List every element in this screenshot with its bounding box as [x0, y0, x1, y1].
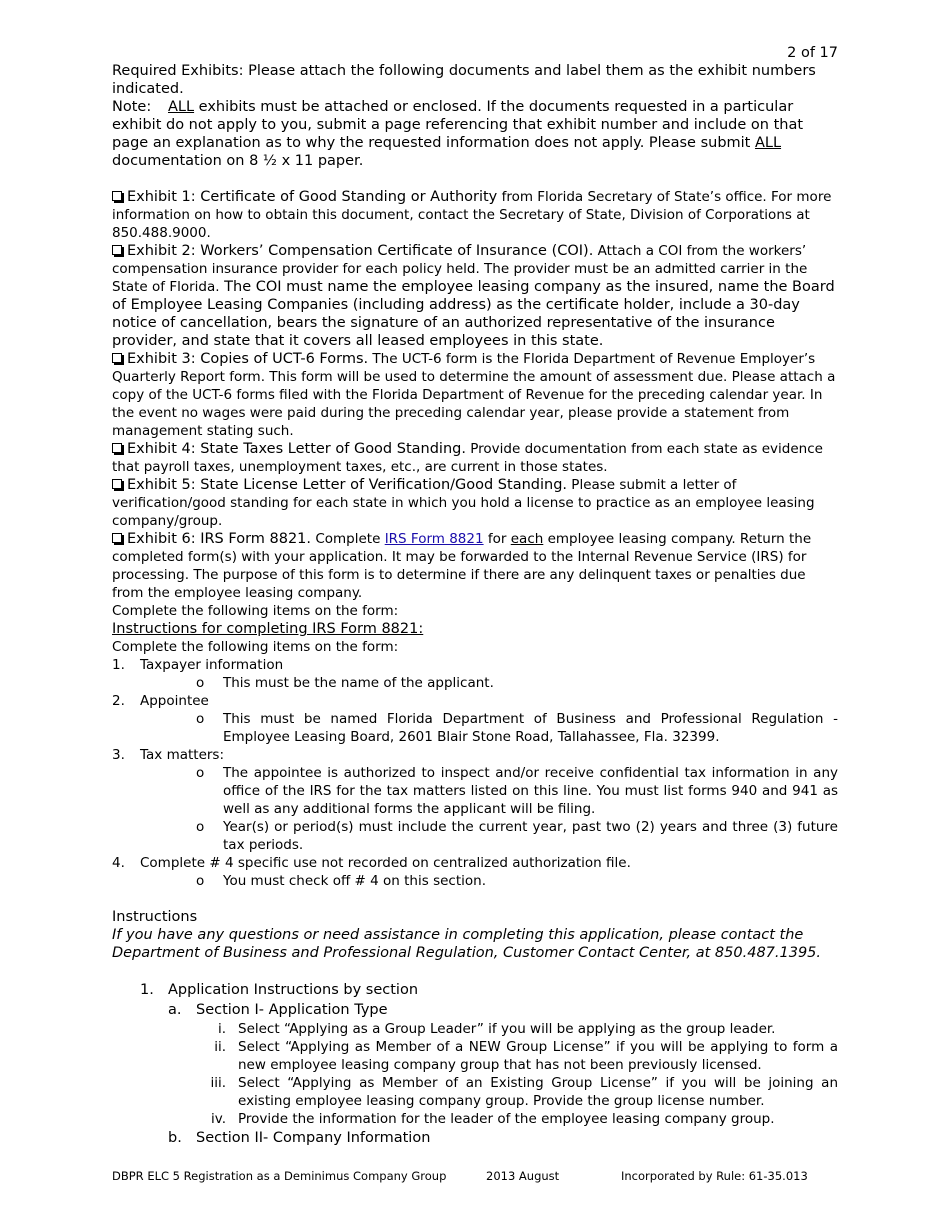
- exhibit-2-body: Attach a COI from the workers’ compensation insurance provider for each policy held. The provider must be an admitted carrier in the State of Florida.: [112, 243, 808, 295]
- checkbox-icon[interactable]: [112, 479, 122, 489]
- footer-date: 2013 August: [486, 1169, 560, 1183]
- bullet-icon: o: [196, 765, 205, 781]
- checkbox-icon[interactable]: [112, 191, 122, 201]
- list-item-label: Complete # 4 specific use not recorded on centralized authorization file.: [140, 855, 631, 871]
- exhibit-2-body-2: The COI must name the employee leasing company as the insured, name the Board of Employee Leasing Companies (including address) as the certificate holder, include a 30-day notice of cancellation, bears the signature of an authorized representative of the insurance provider, and state that it covers all leased employees in this state.: [112, 279, 835, 349]
- sub-item: [196, 764, 838, 818]
- sub-item-text: This must be the name of the applicant.: [223, 675, 494, 691]
- sub-item: [196, 674, 838, 692]
- list-item: [112, 1110, 838, 1128]
- note-paragraph: [112, 98, 838, 170]
- exhibit-2-title: Exhibit 2: Workers’ Compensation Certificate of Insurance (COI).: [127, 243, 594, 259]
- list-item-text: Select “Applying as Member of a NEW Group License” if you will be applying to form a new employee leasing company group that has not been previously licensed.: [238, 1039, 838, 1073]
- list-item: [112, 854, 838, 872]
- section-2-heading: [112, 1128, 838, 1148]
- note-label: Note:: [112, 99, 152, 115]
- section-1-heading: [112, 1000, 838, 1020]
- list-item-text: Select “Applying as a Group Leader” if you will be applying as the group leader.: [238, 1021, 776, 1037]
- checkbox-icon[interactable]: [112, 245, 122, 255]
- exhibit-3-body: The UCT-6 form is the Florida Department of Revenue Employer’s Quarterly Report form. This form will be used to determine the amount of assessment due. Please attach a copy of the UCT-6 forms filed with the Florida Department of Revenue for the preceding calendar year. In the event no wages were paid during the preceding calendar year, please provide a statement from management stating such.: [112, 351, 836, 439]
- app-instructions-heading: [112, 980, 838, 1000]
- bullet-icon: o: [196, 819, 205, 835]
- list-item-text: Provide the information for the leader of the employee leasing company group.: [238, 1111, 775, 1127]
- exhibit-3: [112, 350, 838, 440]
- list-item-label: Section I- Application Type: [196, 1002, 388, 1018]
- list-item-text: Select “Applying as Member of an Existing Group License” if you will be joining an existing employee leasing company group. Provide the group license number.: [238, 1075, 838, 1109]
- list-item-label: Application Instructions by section: [168, 982, 419, 998]
- complete-items-text-2: Complete the following items on the form:: [112, 639, 399, 655]
- exhibit-1: [112, 188, 838, 242]
- note-all-2: ALL: [754, 135, 782, 151]
- exhibit-6-mid: for: [483, 531, 511, 547]
- list-item-label: Tax matters:: [140, 747, 225, 763]
- bullet-icon: o: [196, 711, 205, 727]
- list-number: b.: [168, 1130, 182, 1146]
- footer-rule: Incorporated by Rule: 61-35.013: [621, 1169, 808, 1183]
- required-exhibits-text: Required Exhibits: Please attach the following documents and label them as the exhibit numbers indicated.: [112, 63, 816, 97]
- exhibit-6-body: employee leasing company. Return the completed form(s) with your application. It may be forwarded to the Internal Revenue Service (IRS) for processing. The purpose of this form is to determine if there are any delinquent taxes or penalties due from the employee leasing company.: [112, 531, 812, 601]
- note-text-1: exhibits must be attached or enclosed. If the documents requested in a particular exhibit do not apply to you, submit a page referencing that exhibit number and include on that page an explanation as to why the requested information does not apply. Please submit: [112, 99, 804, 151]
- exhibit-3-title: Exhibit 3: Copies of UCT-6 Forms.: [127, 351, 369, 367]
- checkbox-icon[interactable]: [112, 443, 122, 453]
- exhibit-1-title: Exhibit 1: Certificate of Good Standing or Authority: [127, 189, 498, 205]
- form-items-list: [112, 656, 838, 890]
- exhibit-2: [112, 242, 838, 350]
- list-number: 3.: [112, 747, 125, 763]
- exhibit-6: [112, 530, 838, 602]
- exhibit-6-pre: Complete: [311, 531, 385, 547]
- sub-item: [196, 872, 838, 890]
- document-page: [112, 44, 838, 1148]
- footer-form-name: DBPR ELC 5 Registration as a Deminimus Company Group: [112, 1169, 447, 1183]
- note-text-2: documentation on 8 ½ x 11 paper.: [112, 153, 364, 169]
- sub-item: [196, 710, 838, 746]
- list-number: 1.: [112, 657, 125, 673]
- list-number: 4.: [112, 855, 125, 871]
- page-number: 2 of 17: [787, 45, 838, 61]
- sub-item-text: You must check off # 4 on this section.: [223, 873, 486, 889]
- note-all-1: ALL: [168, 99, 195, 115]
- sub-item-text: This must be named Florida Department of Business and Professional Regulation - Employee Leasing Board, 2601 Blair Stone Road, Tallahassee, Fla. 32399.: [223, 711, 838, 745]
- exhibit-6-each: each: [510, 531, 544, 547]
- list-number: ii.: [214, 1039, 226, 1055]
- bullet-icon: o: [196, 675, 205, 691]
- list-item-label: Taxpayer information: [140, 657, 284, 673]
- checkbox-icon[interactable]: [112, 353, 122, 363]
- exhibit-4-title: Exhibit 4: State Taxes Letter of Good Standing.: [127, 441, 466, 457]
- list-number: 2.: [112, 693, 125, 709]
- exhibit-4-body: Provide documentation from each state as evidence that payroll taxes, unemployment taxes, etc., are current in those states.: [112, 441, 823, 475]
- list-number: i.: [217, 1021, 226, 1037]
- instructions-title: Instructions: [112, 909, 198, 925]
- contact-text: If you have any questions or need assistance in completing this application, please contact the Department of Business and Professional Regulation, Customer Contact Center, at 850.487.1395.: [112, 927, 822, 961]
- exhibit-5-title: Exhibit 5: State License Letter of Verification/Good Standing.: [127, 477, 568, 493]
- list-item: [112, 1038, 838, 1074]
- list-item: [112, 1074, 838, 1110]
- complete-items-text: Complete the following items on the form:: [112, 603, 399, 619]
- list-number: iii.: [210, 1075, 226, 1091]
- list-item: [112, 692, 838, 710]
- list-item: [112, 656, 838, 674]
- sub-item-text: The appointee is authorized to inspect and/or receive confidential tax information in any office of the IRS for the tax matters listed on this line. You must list forms 940 and 941 as well as any additional forms the applicant will be filing.: [223, 765, 838, 817]
- list-item-label: Appointee: [140, 693, 209, 709]
- exhibit-5-body: Please submit a letter of verification/good standing for each state in which you hold a license to practice as an employee leasing company/group.: [112, 477, 815, 529]
- exhibit-4: [112, 440, 838, 476]
- sub-item-text: Year(s) or period(s) must include the current year, past two (2) years and three (3) future tax periods.: [223, 819, 838, 853]
- list-number: 1.: [140, 982, 154, 998]
- irs-form-8821-link[interactable]: IRS Form 8821: [384, 531, 484, 547]
- sub-item: [196, 818, 838, 854]
- checkbox-icon[interactable]: [112, 533, 122, 543]
- list-number: a.: [168, 1002, 182, 1018]
- list-item: [112, 746, 838, 764]
- instructions-8821-heading: Instructions for completing IRS Form 8821:: [112, 621, 424, 637]
- list-item-label: Section II- Company Information: [196, 1130, 431, 1146]
- exhibit-1-body: from Florida Secretary of State’s office. For more information on how to obtain this document, contact the Secretary of State, Division of Corporations at 850.488.9000.: [112, 189, 832, 241]
- exhibit-5: [112, 476, 838, 530]
- bullet-icon: o: [196, 873, 205, 889]
- exhibit-6-title: Exhibit 6: IRS Form 8821.: [127, 531, 312, 547]
- list-number: iv.: [211, 1111, 226, 1127]
- list-item: [112, 1020, 838, 1038]
